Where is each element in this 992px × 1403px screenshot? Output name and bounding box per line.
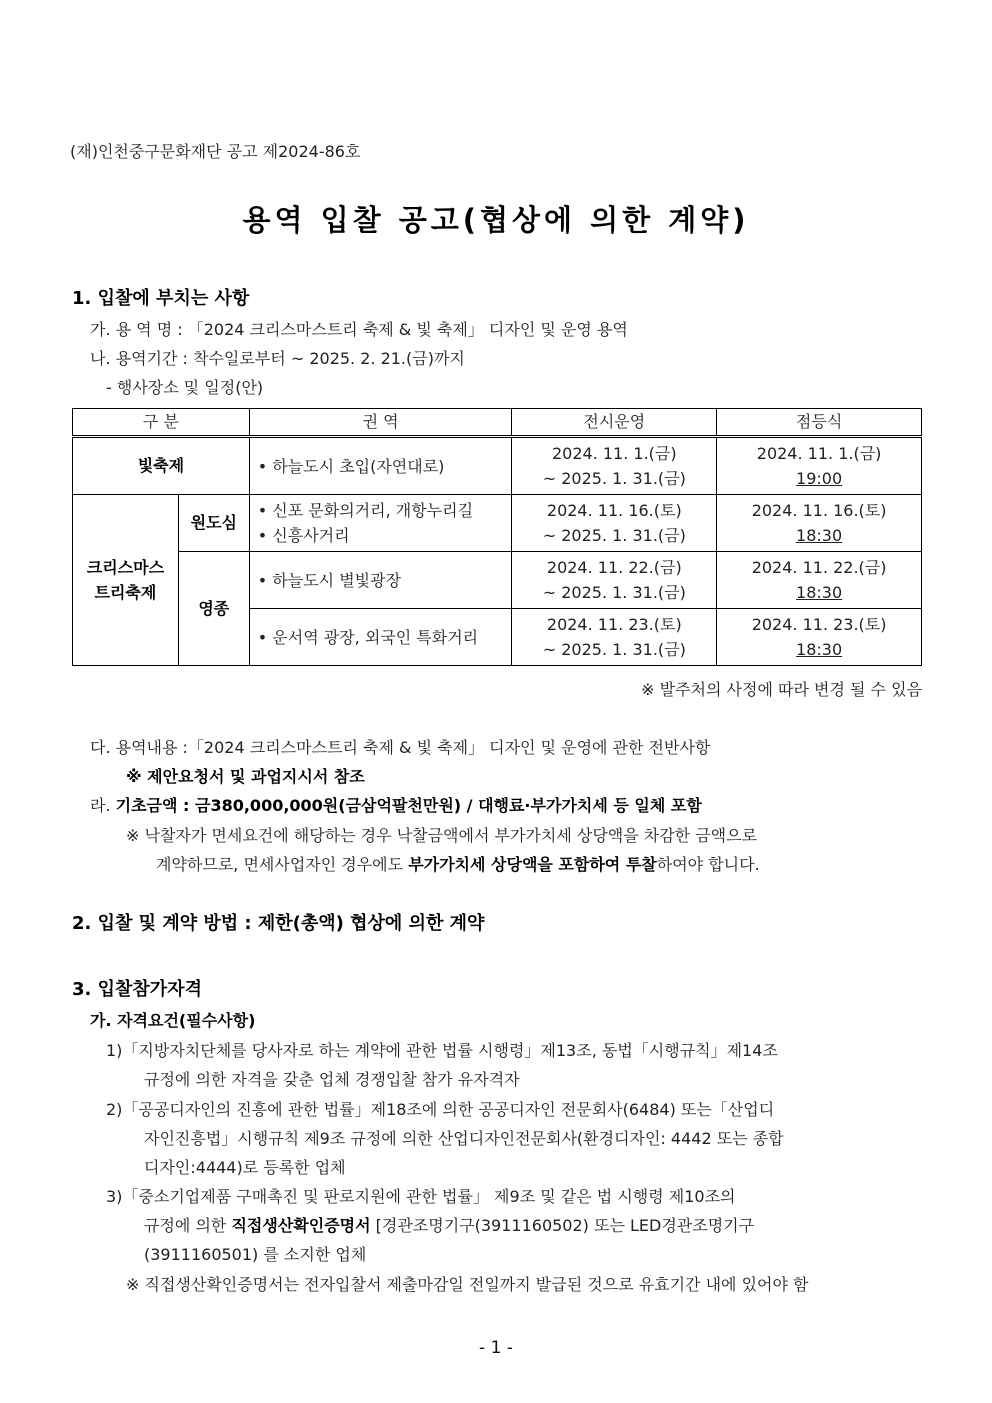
schedule-table xyxy=(72,408,922,666)
table-row xyxy=(73,552,922,609)
header-region: 권 역 xyxy=(249,409,512,437)
service-content-note: ※ 제안요청서 및 과업지시서 참조 xyxy=(126,767,365,786)
lighting-date: 2024. 11. 16.(토) xyxy=(751,501,887,520)
christmas-festival-cell xyxy=(73,495,179,666)
location-item: • 신흥사거리 xyxy=(257,526,350,545)
exhibition-cell xyxy=(512,609,717,666)
exhibition-cell xyxy=(512,437,717,495)
location-item: • 신포 문화의거리, 개항누리길 xyxy=(257,501,474,520)
base-amount-prefix: 라. xyxy=(90,796,116,815)
exhibit-start: 2024. 11. 1.(금) xyxy=(551,444,677,463)
qualification-item3-line3: (3911160501) 를 소지한 업체 xyxy=(144,1245,367,1264)
location-cell xyxy=(249,609,512,666)
lighting-cell xyxy=(717,437,922,495)
tax-note-line2 xyxy=(156,855,760,875)
section3-heading: 3. 입찰참가자격 xyxy=(72,979,202,1000)
tax-note-text: 계약하므로, 면세사업자인 경우에도 xyxy=(156,855,409,874)
qualification-item1-line2: 규정에 의한 자격을 갖춘 업체 경쟁입찰 참가 유자격자 xyxy=(144,1070,520,1089)
table-note: ※ 발주처의 사정에 따라 변경 될 수 있음 xyxy=(641,680,922,699)
lighting-time: 18:30 xyxy=(796,583,843,602)
lighting-time: 19:00 xyxy=(796,469,843,488)
item3-text-end: [경관조명기구(3911160502) 또는 LED경관조명기구 xyxy=(370,1216,755,1235)
table-header-row xyxy=(73,409,922,437)
base-amount-value: 기초금액 : 금380,000,000원(금삼억팔천만원) / 대행료·부가가치세 등 일체 포함 xyxy=(115,796,702,815)
area-cell: 원도심 xyxy=(178,495,249,552)
service-name: 가. 용 역 명 : 「2024 크리스마스트리 축제 & 빛 축제」 디자인 및 운영 용역 xyxy=(90,320,628,339)
tax-note-bold: 부가가치세 상당액을 포함하여 투찰 xyxy=(408,855,657,874)
table-row xyxy=(73,495,922,552)
page-number: - 1 - xyxy=(479,1338,513,1358)
lighting-cell xyxy=(717,609,922,666)
light-festival-cell: 빛축제 xyxy=(73,437,250,495)
header-exhibition: 전시운영 xyxy=(512,409,717,437)
location-item: • 운서역 광장, 외국인 특화거리 xyxy=(257,627,479,647)
lighting-time: 18:30 xyxy=(796,526,843,545)
exhibit-end: ~ 2025. 1. 31.(금) xyxy=(542,469,686,488)
exhibit-start: 2024. 11. 16.(토) xyxy=(546,501,682,520)
location-cell xyxy=(249,552,512,609)
exhibition-cell xyxy=(512,495,717,552)
item3-bold: 직접생산확인증명서 xyxy=(231,1216,371,1235)
exhibition-cell xyxy=(512,552,717,609)
header-lighting: 점등식 xyxy=(717,409,922,437)
lighting-time: 18:30 xyxy=(796,640,843,659)
qualification-item3-line2 xyxy=(144,1216,754,1236)
christmas-label-line2: 트리축제 xyxy=(94,583,157,602)
qualification-item2-line2: 자인진흥법」시행규칙 제9조 규정에 의한 산업디자인전문회사(환경디자인: 4442 또는 종합 xyxy=(144,1129,784,1148)
notice-number: (재)인천중구문화재단 공고 제2024-86호 xyxy=(70,142,361,161)
base-amount xyxy=(90,796,702,816)
exhibit-start: 2024. 11. 23.(토) xyxy=(546,615,682,634)
lighting-date: 2024. 11. 23.(토) xyxy=(751,615,887,634)
location-item: • 하늘도시 초입(자연대로) xyxy=(257,456,445,476)
qualification-item2-line3: 디자인:4444)로 등록한 업체 xyxy=(144,1158,346,1177)
document-title: 용역 입찰 공고(협상에 의한 계약) xyxy=(242,203,750,237)
schedule-label: - 행사장소 및 일정(안) xyxy=(106,378,264,397)
section2-heading: 2. 입찰 및 계약 방법 : 제한(총액) 협상에 의한 계약 xyxy=(72,913,485,934)
service-content: 다. 용역내용 :「2024 크리스마스트리 축제 & 빛 축제」 디자인 및 운영에 관한 전반사항 xyxy=(90,738,711,757)
qualification-heading: 가. 자격요건(필수사항) xyxy=(90,1011,256,1030)
christmas-label-line1: 크리스마스 xyxy=(86,558,165,577)
tax-note-end: 하여야 합니다. xyxy=(656,855,760,874)
lighting-cell xyxy=(717,552,922,609)
location-item: • 하늘도시 별빛광장 xyxy=(257,570,402,590)
item3-text: 규정에 의한 xyxy=(144,1216,232,1235)
location-cell xyxy=(249,437,512,495)
lighting-date: 2024. 11. 1.(금) xyxy=(756,444,882,463)
area-cell: 영종 xyxy=(178,552,249,666)
header-category: 구 분 xyxy=(73,409,250,437)
exhibit-end: ~ 2025. 1. 31.(금) xyxy=(542,640,686,659)
exhibit-end: ~ 2025. 1. 31.(금) xyxy=(542,583,686,602)
section1-heading: 1. 입찰에 부치는 사항 xyxy=(72,288,250,309)
lighting-cell xyxy=(717,495,922,552)
qualification-item2-line1: 2)「공공디자인의 진흥에 관한 법률」제18조에 의한 공공디자인 전문회사(6484) 또는「산업디 xyxy=(106,1100,775,1119)
qualification-item3-line1: 3)「중소기업제품 구매촉진 및 판로지원에 관한 법률」 제9조 및 같은 법 시행령 제10조의 xyxy=(106,1187,736,1206)
certificate-note: ※ 직접생산확인증명서는 전자입찰서 제출마감일 전일까지 발급된 것으로 유효기간 내에 있어야 함 xyxy=(126,1275,809,1294)
exhibit-end: ~ 2025. 1. 31.(금) xyxy=(542,526,686,545)
qualification-item1-line1: 1)「지방자치단체를 당사자로 하는 계약에 관한 법률 시행령」제13조, 동법「시행규칙」제14조 xyxy=(106,1041,778,1060)
service-period: 나. 용역기간 : 착수일로부터 ~ 2025. 2. 21.(금)까지 xyxy=(90,349,465,368)
location-cell xyxy=(249,495,512,552)
lighting-date: 2024. 11. 22.(금) xyxy=(751,558,887,577)
tax-note-line1: ※ 낙찰자가 면세요건에 해당하는 경우 낙찰금액에서 부가가치세 상당액을 차감한 금액으로 xyxy=(126,826,758,845)
exhibit-start: 2024. 11. 22.(금) xyxy=(546,558,682,577)
table-row xyxy=(73,437,922,495)
